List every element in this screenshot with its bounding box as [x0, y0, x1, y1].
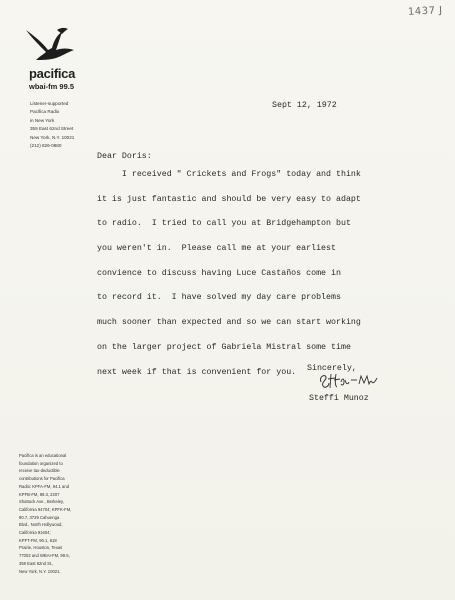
footer-line: receive tax-deductible — [19, 468, 60, 474]
footer-line: New York, N.Y. 10021. — [19, 568, 61, 574]
footer-line: 359 East 62nd St., — [19, 560, 54, 566]
footer-line: 90.7, 3729 Cahuenga — [19, 514, 60, 520]
brand-name: pacifica — [29, 66, 76, 81]
body-line: on the larger project of Gabriela Mistral some time — [97, 342, 351, 352]
body-line: next week if that is convenient for you. — [97, 367, 297, 377]
body-line: to record it. I have solved my day care problems — [97, 293, 341, 303]
body-line: you weren't in. Please call me at your earliest — [97, 244, 336, 254]
letter-body — [97, 170, 361, 392]
letterhead-footer — [19, 452, 91, 575]
salutation: Dear Doris: — [97, 152, 152, 161]
address-line: (212) 826-0880 — [30, 143, 62, 149]
body-line: much sooner than expected and so we can start working — [97, 318, 361, 328]
handwritten-signature — [317, 368, 379, 392]
station-name: wbai-fm 99.5 — [29, 82, 75, 91]
archive-number: 1437 J — [408, 5, 444, 18]
body-line: convience to discuss having Luce Castaños come in — [97, 268, 341, 278]
address-line: in New York — [30, 117, 55, 123]
letter-date: Sept 12, 1972 — [272, 101, 337, 110]
body-line: I received " Crickets and Frogs" today and think — [97, 170, 361, 179]
closing: Sincerely, — [307, 364, 357, 373]
footer-line: KPFB-FM, 89.3, 2207 — [19, 491, 60, 497]
address-line: New York, N.Y. 10021 — [30, 134, 75, 140]
address-line: 359 East 62nd Street — [30, 126, 74, 132]
address-line: Listener-supported — [30, 101, 69, 106]
body-line: to radio. I tried to call you at Bridgehampton but — [97, 219, 351, 229]
letterhead-address — [30, 100, 105, 150]
footer-line: California 91604; — [19, 530, 51, 536]
footer-line: Blvd., North Hollywood, — [19, 522, 63, 528]
body-line: it is just fantastic and should be very easy to adapt — [97, 194, 361, 204]
footer-line: Shattuck Ave., Berkeley, — [19, 499, 65, 505]
footer-line: Pacifica is an educational — [19, 453, 67, 458]
footer-line: foundation organized to — [19, 460, 63, 466]
footer-line: KPFT-FM, 90.1, 618 — [19, 537, 57, 543]
pacifica-bird-logo — [24, 26, 76, 64]
signer-name: Steffi Munoz — [309, 394, 369, 403]
footer-line: contributions for Pacifica — [19, 476, 65, 482]
footer-line: California 94704; KPFK-FM, — [19, 506, 72, 512]
address-line: Pacifica Radio — [30, 109, 60, 115]
footer-line: Prairie, Houston, Texas — [19, 545, 63, 551]
footer-line: 77002 and WBAI-FM, 99.5, — [19, 553, 70, 559]
footer-line: Radio: KPFA-FM, 94.1 and — [19, 483, 70, 489]
